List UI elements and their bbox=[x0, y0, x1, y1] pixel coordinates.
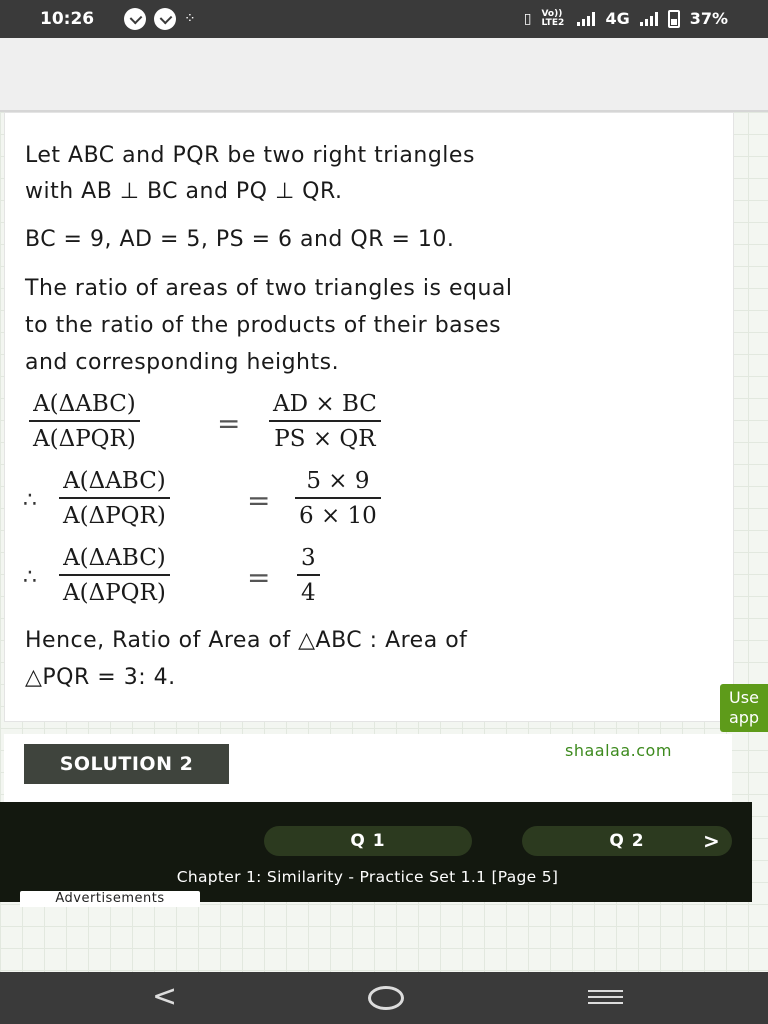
therefore-symbol: ∴ bbox=[23, 565, 37, 590]
browser-top-band bbox=[0, 38, 768, 112]
problem-line-1: Let ABC and PQR be two right triangles bbox=[25, 143, 475, 168]
fraction-numerator: AD × BC bbox=[269, 391, 381, 422]
status-time: 10:26 bbox=[40, 9, 95, 29]
solution-card bbox=[4, 112, 734, 722]
equation-2-rhs bbox=[295, 468, 381, 529]
network-label: 4G bbox=[605, 9, 630, 28]
fraction-denominator: A(ΔPQR) bbox=[33, 426, 136, 452]
given-values: BC = 9, AD = 5, PS = 6 and QR = 10. bbox=[25, 227, 455, 252]
fraction-denominator: A(ΔPQR) bbox=[63, 503, 166, 529]
fraction-numerator: A(ΔABC) bbox=[29, 391, 140, 422]
equals-sign: = bbox=[217, 407, 241, 440]
fraction-denominator: PS × QR bbox=[274, 426, 376, 452]
back-icon[interactable]: < bbox=[152, 979, 178, 1014]
use-app-line-2: app bbox=[728, 708, 760, 727]
home-icon[interactable] bbox=[368, 986, 404, 1010]
conclusion-line-1: Hence, Ratio of Area of △ABC : Area of bbox=[25, 628, 468, 653]
equals-sign: = bbox=[247, 484, 271, 517]
conclusion-line-2: △PQR = 3: 4. bbox=[25, 665, 176, 690]
advertisements-label: Advertisements bbox=[20, 891, 200, 907]
q1-button[interactable]: Q 1 bbox=[264, 826, 472, 856]
equation-3-lhs bbox=[59, 545, 170, 606]
brand-label: shaalaa.com bbox=[565, 741, 672, 760]
notification-icons bbox=[124, 8, 196, 30]
therefore-symbol: ∴ bbox=[23, 488, 37, 513]
use-app-line-1: Use bbox=[729, 688, 759, 707]
problem-line-2: with AB ⊥ BC and PQ ⊥ QR. bbox=[25, 179, 343, 204]
battery-icon bbox=[668, 10, 680, 28]
use-app-button[interactable] bbox=[720, 684, 768, 732]
status-bar bbox=[0, 0, 768, 38]
equation-1-rhs bbox=[269, 391, 381, 452]
fraction-numerator: A(ΔABC) bbox=[59, 468, 170, 499]
notification-check-icon bbox=[154, 8, 176, 30]
next-chevron-icon[interactable]: > bbox=[703, 829, 720, 853]
fraction-numerator: 5 × 9 bbox=[295, 468, 381, 499]
fraction-denominator: A(ΔPQR) bbox=[63, 580, 166, 606]
fraction-numerator: A(ΔABC) bbox=[59, 545, 170, 576]
status-right-group bbox=[524, 9, 728, 28]
battery-percent: 37% bbox=[689, 9, 728, 28]
equation-2-lhs bbox=[59, 468, 170, 529]
vibrate-icon: ▯ bbox=[523, 10, 532, 27]
equation-3-rhs bbox=[297, 545, 320, 606]
fraction-numerator: 3 bbox=[297, 545, 320, 576]
dots-icon: ⁘ bbox=[184, 11, 196, 27]
theory-line-1: The ratio of areas of two triangles is equal bbox=[25, 276, 513, 301]
recent-apps-icon[interactable] bbox=[588, 990, 623, 1008]
equation-1-lhs bbox=[29, 391, 140, 452]
notification-check-icon bbox=[124, 8, 146, 30]
theory-line-2: to the ratio of the products of their bases bbox=[25, 313, 502, 338]
equals-sign: = bbox=[247, 561, 271, 594]
fraction-denominator: 4 bbox=[301, 580, 316, 606]
fraction-denominator: 6 × 10 bbox=[299, 503, 377, 529]
chapter-label[interactable]: Chapter 1: Similarity - Practice Set 1.1 [Page 5] bbox=[176, 868, 559, 886]
signal-icon bbox=[577, 12, 595, 26]
volte-label: Vo)) LTE2 bbox=[541, 8, 565, 28]
theory-line-3: and corresponding heights. bbox=[25, 350, 340, 375]
q2-button[interactable]: Q 2 bbox=[522, 826, 732, 856]
solution-2-button[interactable]: SOLUTION 2 bbox=[24, 744, 229, 784]
signal-icon bbox=[640, 12, 658, 26]
